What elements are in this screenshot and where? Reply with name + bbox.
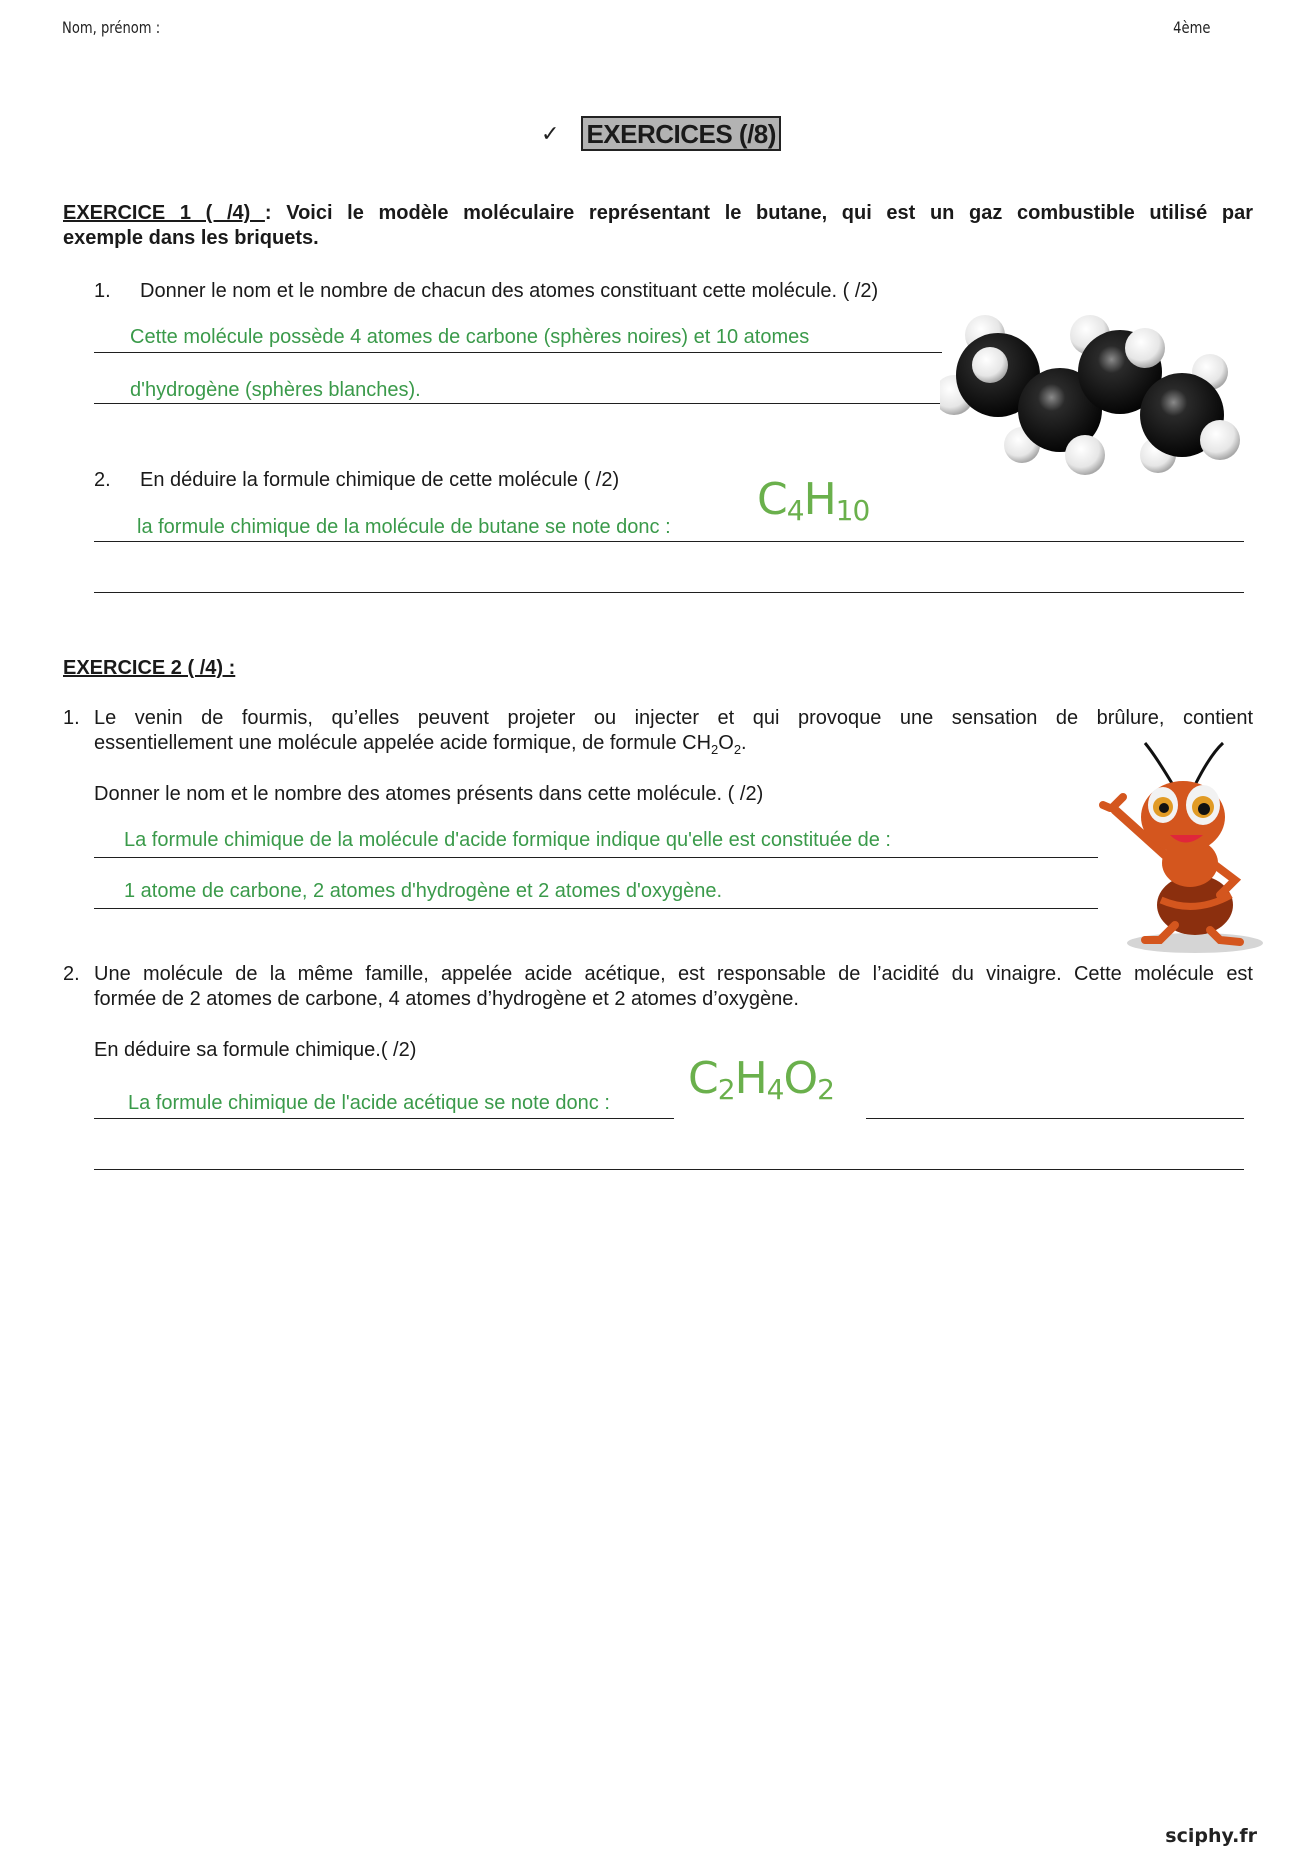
exercise1-intro: EXERCICE 1 ( /4) : Voici le modèle moléculaire représentant le butane, qui est un gaz combustible utilisé par exemple dans les briquets. <box>63 202 1253 249</box>
answer-line <box>94 592 1244 593</box>
name-label: Nom, prénom : <box>62 18 161 37</box>
ant-cartoon-image <box>1095 735 1290 955</box>
butane-formula: $C_4H_{10}$ <box>757 474 870 527</box>
exercise2-q2: 2. Une molécule de la même famille, appelée acide acétique, est responsable de l’acidité du vinaigre. Cette molécule est formée de 2 atomes de carbone, 4 atomes d’hydrogène et 2 atomes d’oxygène. <box>63 963 1253 1010</box>
exercise2-q1: 1. Le venin de fourmis, qu’elles peuvent projeter ou injecter et qui provoque une sensation de brûlure, contient essentiellement une molécule appelée acide formique, de formule $CH_2O_2$. <box>63 707 1253 757</box>
butane-molecule-image <box>940 310 1260 480</box>
exercise2-q1-answer-1: La formule chimique de la molécule d'acide formique indique qu'elle est constituée de : <box>124 829 891 851</box>
exercise1-q1: 1. Donner le nom et le nombre de chacun des atomes constituant cette molécule. ( /2) <box>94 280 879 302</box>
exercise2-heading: EXERCICE 2 ( /4) : <box>63 657 236 679</box>
exercise2-q1-answer-2: 1 atome de carbone, 2 atomes d'hydrogène et 2 atomes d'oxygène. <box>124 880 723 902</box>
answer-line <box>94 1118 674 1119</box>
exercise2-q2-answer: La formule chimique de l'acide acétique se note donc : <box>128 1092 610 1114</box>
exercise1-q1-answer-1: Cette molécule possède 4 atomes de carbone (sphères noires) et 10 atomes <box>130 326 810 348</box>
answer-line <box>94 908 1098 909</box>
answer-line <box>94 857 1098 858</box>
exercise2-q2-question: En déduire sa formule chimique.( /2) <box>94 1039 417 1061</box>
answer-line <box>94 352 942 353</box>
exercise1-q2: 2. En déduire la formule chimique de cette molécule ( /2) <box>94 469 620 491</box>
answer-line <box>94 1169 1244 1170</box>
page-title <box>541 116 781 151</box>
checkmark-icon: ✓ <box>541 120 560 146</box>
grade-label: 4ème <box>1172 18 1210 37</box>
exercise1-q1-answer-2: d'hydrogène (sphères blanches). <box>130 379 421 401</box>
exercise2-q1-question: Donner le nom et le nombre des atomes présents dans cette molécule. ( /2) <box>94 783 764 805</box>
exercise1-heading: EXERCICE 1 ( /4) <box>63 202 265 224</box>
exercise1-q2-answer: la formule chimique de la molécule de butane se note donc : <box>137 516 671 538</box>
answer-line <box>94 541 1244 542</box>
title-box: EXERCICES (/8) <box>581 116 781 151</box>
acetic-acid-formula: $C_2H_4O_2$ <box>688 1053 834 1106</box>
answer-line <box>866 1118 1244 1119</box>
footer-site: sciphy.fr <box>1165 1825 1257 1847</box>
answer-line <box>94 403 942 404</box>
